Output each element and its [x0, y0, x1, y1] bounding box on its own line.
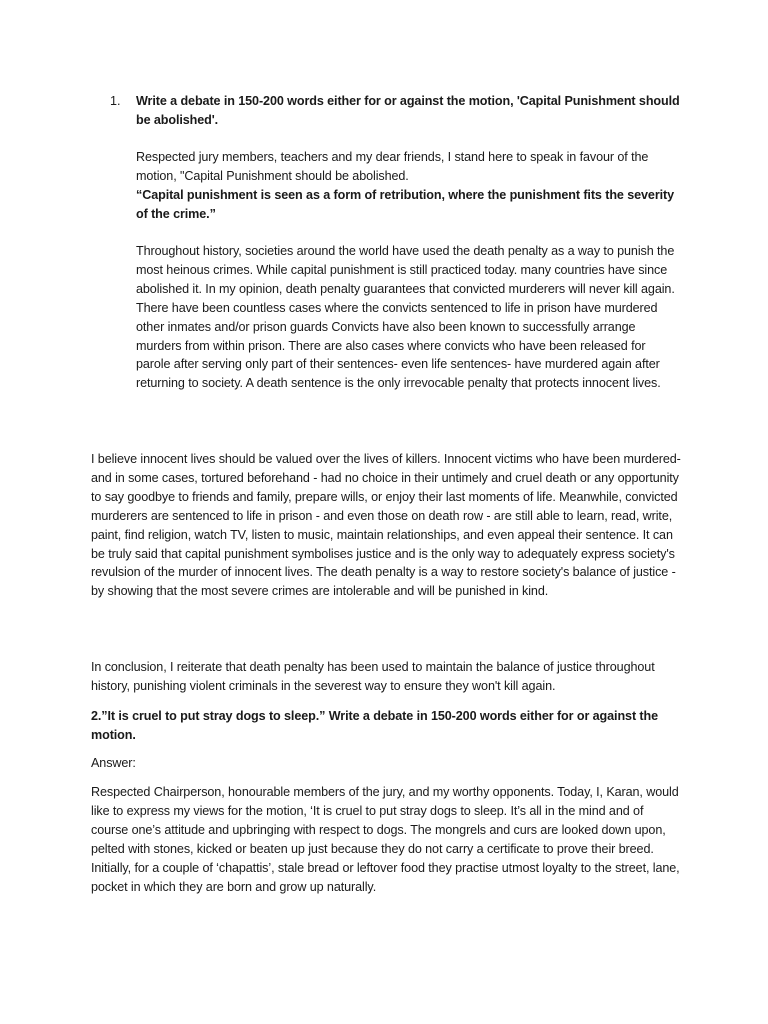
- question-1-paragraph-2: I believe innocent lives should be valued over the lives of killers. Innocent victims who have been murdered- and in some cases, tortured beforehand - had no choice in their untimely and cruel death or any opportunity to say goodbye to friends and family, prepare wills, or enjoy their last moments of life. Meanwhile, convicted murderers are sentenced to life in prison - and even those on death row - are still able to learn, read, write, paint, find religion, watch TV, listen to music, maintain relationships, and even appeal their sentence. It can be truly said that capital punishment symbolises justice and is the only way to adequately express society's revulsion of the murder of innocent lives. The death penalty is a way to restore society's balance of justice - by showing that the most severe crimes are intolerable and will be punished in kind.: [91, 452, 681, 599]
- question-1-conclusion: In conclusion, I reiterate that death penalty has been used to maintain the balance of justice throughout history, punishing violent criminals in the severest way to ensure they won't kill again.: [91, 660, 655, 693]
- question-1-paragraph-1: Throughout history, societies around the world have used the death penalty as a way to punish the most heinous crimes. While capital punishment is still practiced today. many countries have since abolished it. In my opinion, death penalty guarantees that convicted murderers will never kill again. There have been countless cases where the convicts sentenced to life in prison have murdered other inmates and/or prison guards Convicts have also been known to successfully arrange murders from within prison. There are also cases where convicts who have been released for parole after serving only part of their sentences- even life sentences- have murdered again after returning to society. A death sentence is the only irrevocable penalty that protects innocent lives.: [136, 244, 675, 391]
- question-2-prompt: 2.”It is cruel to put stray dogs to sleep.” Write a debate in 150-200 words either for or against the motion.: [91, 709, 659, 742]
- question-1-prompt: Write a debate in 150-200 words either for or against the motion, 'Capital Punishment should be abolished'.: [136, 94, 680, 127]
- question-2-paragraph-1: Respected Chairperson, honourable members of the jury, and my worthy opponents. Today, I, Karan, would like to express my views for the motion, ‘It is cruel to put stray dogs to sleep. It’s all in the mind and of course one’s attitude and upbringing with respect to dogs. The mongrels and curs are looked down upon, pelted with stones, kicked or beaten up just because they do not carry a certificate to prove their breed. Initially, for a couple of ‘chapattis’, stale bread or leftover food they practise utmost loyalty to the street, lane, pocket in which they are born and grow up naturally.: [91, 785, 680, 894]
- question-1-quote: “Capital punishment is seen as a form of retribution, where the punishment fits the severity of the crime.”: [136, 188, 675, 221]
- question-2-answer-label: Answer:: [91, 756, 136, 770]
- question-1-number: 1.: [110, 94, 121, 108]
- question-1-opening: Respected jury members, teachers and my dear friends, I stand here to speak in favour of the motion, "Capital Punishment should be abolished.: [136, 150, 649, 183]
